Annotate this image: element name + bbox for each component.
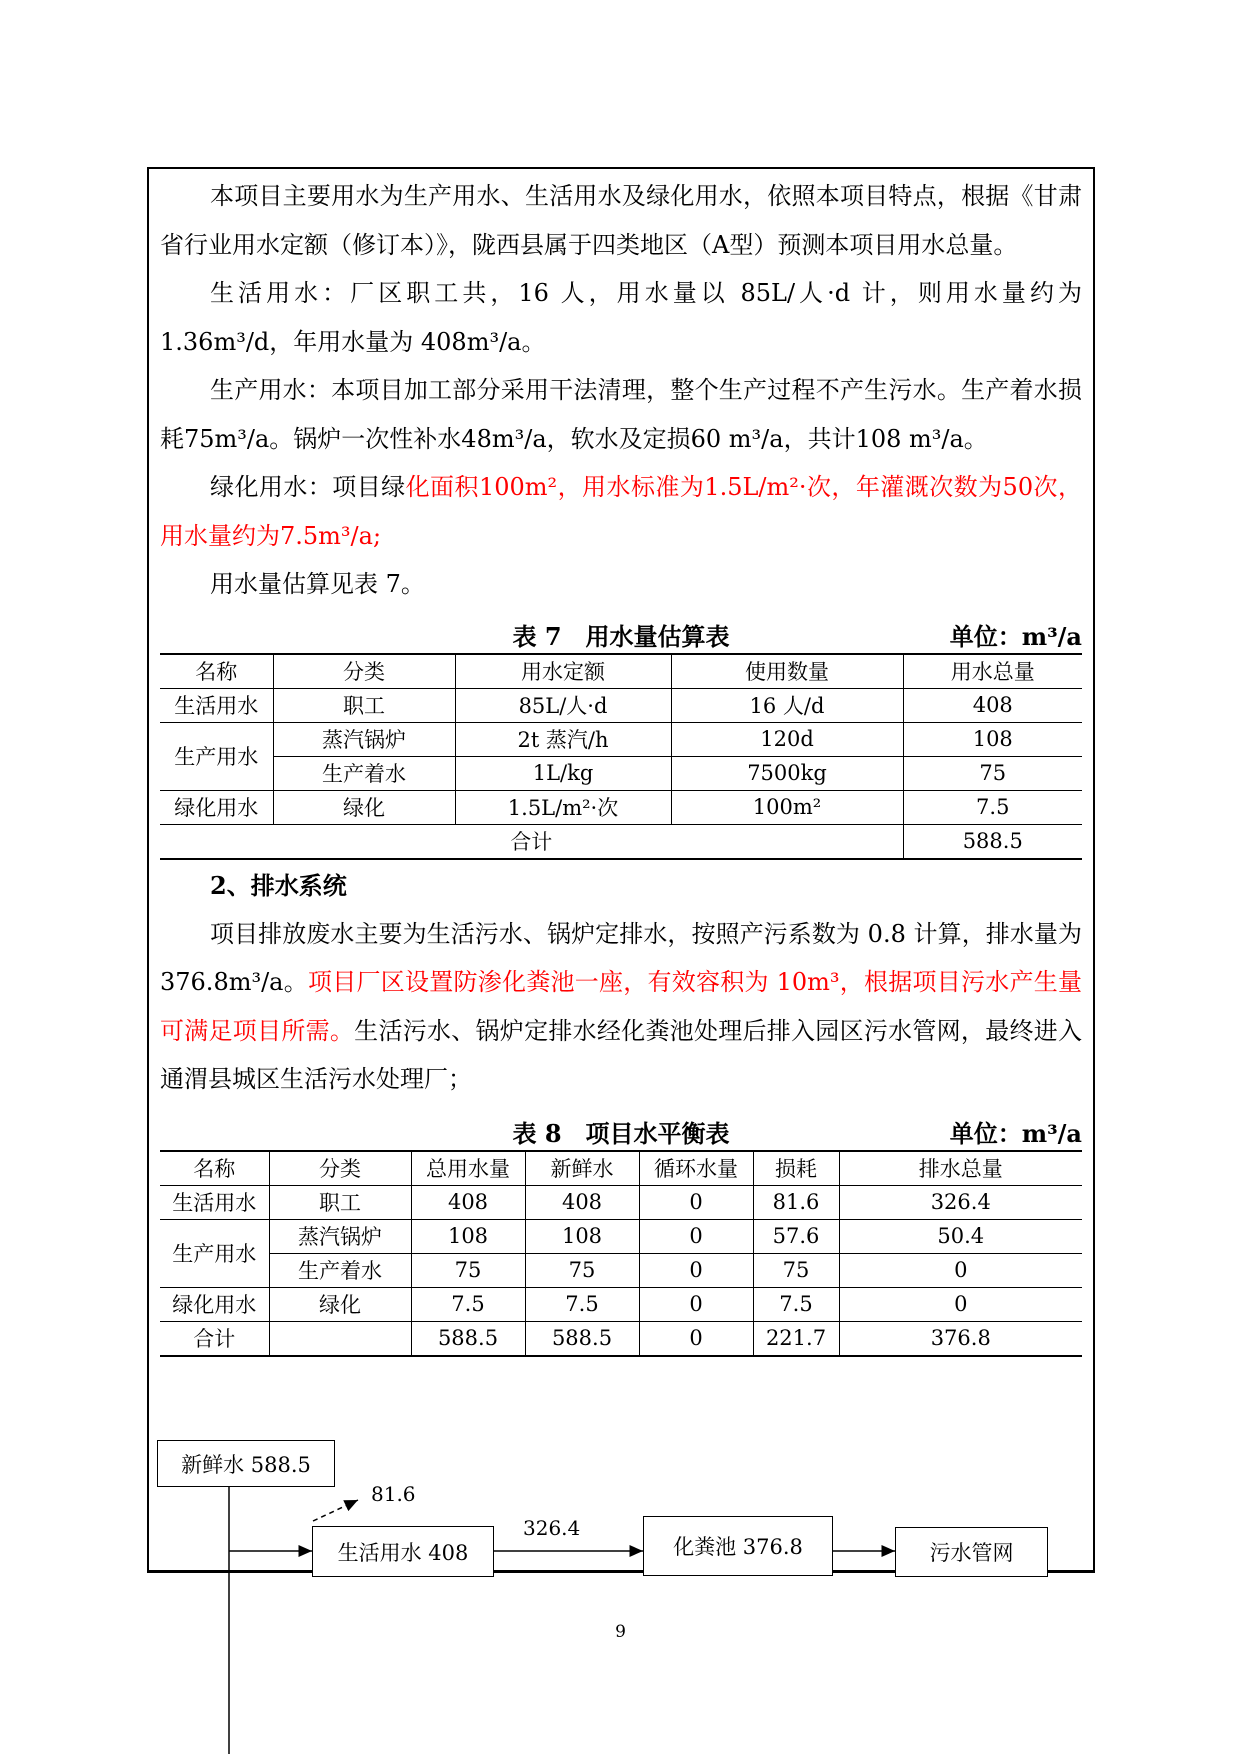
drainage-text: 项目排放废水主要为生活污水、锅炉定排水，按照产污系数为 0.8 计算，排水量为 376.8m³/a。	[160, 919, 1082, 996]
page-number: 9	[615, 1622, 626, 1642]
table-cell: 221.7	[753, 1321, 839, 1356]
table-cell: 108	[525, 1219, 639, 1253]
table-cell: 生产着水	[269, 1253, 411, 1287]
table-cell: 职工	[273, 688, 455, 722]
paragraph-production-water: 生产用水：本项目加工部分采用干法清理，整个生产过程不产生污水。生产着水损耗75m³/a。锅炉一次性补水48m³/a，软水及定损60 m³/a，共计108 m³/a。	[160, 376, 1082, 453]
table-cell: 生产着水	[273, 756, 455, 790]
header-cell: 新鲜水	[525, 1151, 639, 1186]
table-cell: 职工	[269, 1185, 411, 1219]
table-cell: 108	[411, 1219, 525, 1253]
table-cell: 7.5	[525, 1287, 639, 1321]
total-value-cell: 588.5	[903, 824, 1082, 859]
table-total-row	[160, 824, 1082, 859]
table-cell: 408	[903, 688, 1082, 722]
table-row	[160, 1253, 1082, 1287]
table-cell: 生产用水	[160, 1219, 269, 1287]
table-cell: 蒸汽锅炉	[273, 722, 455, 756]
table-cell: 120d	[671, 722, 903, 756]
table-cell: 蒸汽锅炉	[269, 1219, 411, 1253]
table-cell: 生产用水	[160, 722, 273, 790]
table-cell: 2t 蒸汽/h	[455, 722, 671, 756]
table-cell: 1L/kg	[455, 756, 671, 790]
flow-label: 326.4	[523, 1516, 581, 1540]
table-cell: 100m²	[671, 790, 903, 824]
table7-title: 表 7 用水量估算表	[512, 621, 730, 651]
table-row	[160, 1287, 1082, 1321]
paragraph-domestic-water: 生活用水：厂区职工共，16 人，用水量以 85L/人·d 计，则用水量约为 1.36m³/d，年用水量为 408m³/a。	[160, 279, 1082, 356]
section-drainage-title: 2、排水系统	[210, 870, 347, 900]
water-balance-table	[160, 1150, 1082, 1357]
table-header-row	[160, 654, 1082, 689]
fresh-water-box: 新鲜水 588.5	[157, 1440, 335, 1487]
table-cell: 绿化	[269, 1287, 411, 1321]
table-cell: 7.5	[753, 1287, 839, 1321]
water-use-estimate-table	[160, 653, 1082, 860]
drainage-highlight: 项目厂区设置防渗化粪池一座，有效容积为 10m³，根据项目污水产生量可满足项目所需。	[160, 968, 1082, 1045]
table-row	[160, 756, 1082, 790]
septic-tank-box: 化粪池 376.8	[643, 1516, 833, 1576]
table-total-row	[160, 1321, 1082, 1356]
header-cell: 排水总量	[839, 1151, 1082, 1186]
paragraph-intro: 本项目主要用水为生产用水、生活用水及绿化用水，依照本项目特点，根据《甘肃省行业用水定额（修订本）》，陇西县属于四类地区（A型）预测本项目用水总量。	[160, 182, 1082, 259]
page-content	[160, 172, 1082, 1357]
table-cell: 16 人/d	[671, 688, 903, 722]
table-cell: 108	[903, 722, 1082, 756]
table-row	[160, 688, 1082, 722]
table-row	[160, 790, 1082, 824]
table-cell: 0	[839, 1287, 1082, 1321]
table-cell: 588.5	[525, 1321, 639, 1356]
header-cell: 循环水量	[639, 1151, 753, 1186]
drainage-tail: 生活污水、锅炉定排水经化粪池处理后排入园区污水管网，最终进入通渭县城区生活污水处理厂；	[160, 1016, 1083, 1093]
paragraph-drainage	[160, 910, 1082, 1104]
domestic-water-box: 生活用水 408	[312, 1526, 494, 1577]
table-cell: 0	[639, 1253, 753, 1287]
paragraph-table-ref: 用水量估算见表 7。	[210, 570, 425, 598]
table-cell: 75	[411, 1253, 525, 1287]
header-cell: 用水定额	[455, 654, 671, 689]
table-cell: 588.5	[411, 1321, 525, 1356]
table-cell	[269, 1321, 411, 1356]
table-cell: 0	[639, 1321, 753, 1356]
header-cell: 用水总量	[903, 654, 1082, 689]
table-cell: 0	[639, 1219, 753, 1253]
table-cell: 绿化	[273, 790, 455, 824]
table-cell: 7500kg	[671, 756, 903, 790]
header-cell: 总用水量	[411, 1151, 525, 1186]
table-cell: 376.8	[839, 1321, 1082, 1356]
header-cell: 名称	[160, 1151, 269, 1186]
table-cell: 408	[525, 1185, 639, 1219]
greening-highlight: 化面积100m²，用水标准为1.5L/m²·次，年灌溉次数为50次，用水量约为7.5m³/a;	[160, 473, 1082, 550]
table-cell: 生活用水	[160, 688, 273, 722]
header-cell: 分类	[269, 1151, 411, 1186]
table-row	[160, 1185, 1082, 1219]
table7-caption	[160, 609, 1082, 653]
header-cell: 损耗	[753, 1151, 839, 1186]
table-cell: 85L/人·d	[455, 688, 671, 722]
total-label-cell: 合计	[160, 824, 903, 859]
table-cell: 75	[903, 756, 1082, 790]
table-cell: 绿化用水	[160, 1287, 269, 1321]
table-cell: 0	[639, 1185, 753, 1219]
table-cell: 50.4	[839, 1219, 1082, 1253]
table-cell: 绿化用水	[160, 790, 273, 824]
greening-text: 绿化用水：项目绿	[210, 473, 406, 501]
table-cell: 408	[411, 1185, 525, 1219]
table-row	[160, 1219, 1082, 1253]
table-row	[160, 722, 1082, 756]
sewer-network-box: 污水管网	[895, 1527, 1048, 1577]
table-cell: 合计	[160, 1321, 269, 1356]
table-cell: 0	[839, 1253, 1082, 1287]
table-cell: 生活用水	[160, 1185, 269, 1219]
table-cell: 0	[639, 1287, 753, 1321]
table-cell: 57.6	[753, 1219, 839, 1253]
table-cell: 75	[525, 1253, 639, 1287]
table-cell: 7.5	[411, 1287, 525, 1321]
header-cell: 分类	[273, 654, 455, 689]
table8-title: 表 8 项目水平衡表	[512, 1118, 730, 1148]
paragraph-greening-water	[160, 463, 1082, 560]
table-cell: 326.4	[839, 1185, 1082, 1219]
table8-unit: 单位：m³/a	[949, 1118, 1082, 1148]
header-cell: 名称	[160, 654, 273, 689]
table-cell: 81.6	[753, 1185, 839, 1219]
table-cell: 1.5L/m²·次	[455, 790, 671, 824]
table-cell: 7.5	[903, 790, 1082, 824]
table-cell: 75	[753, 1253, 839, 1287]
loss-label: 81.6	[371, 1482, 416, 1506]
table7-unit: 单位：m³/a	[949, 621, 1082, 651]
table8-caption	[160, 1106, 1082, 1150]
header-cell: 使用数量	[671, 654, 903, 689]
table-header-row	[160, 1151, 1082, 1186]
